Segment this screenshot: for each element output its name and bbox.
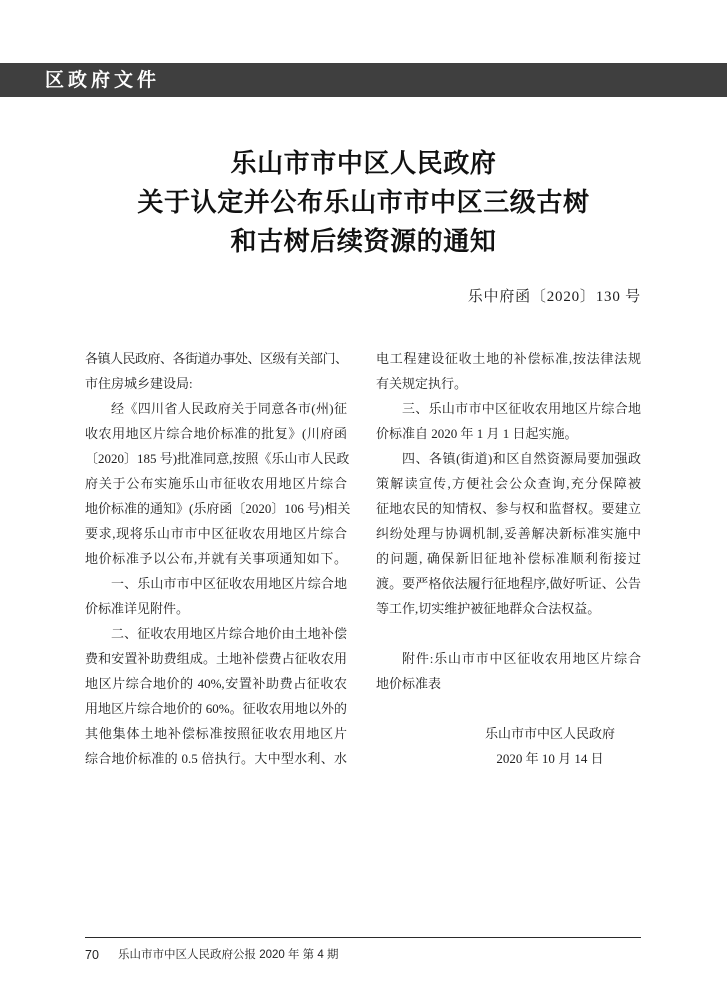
body-text-line: 四、各镇(街道)和区自然资源局要加强政 bbox=[402, 450, 641, 466]
body-text-line: 有关规定执行。 bbox=[376, 375, 468, 391]
document-title-line: 乐山市市中区人民政府 bbox=[230, 149, 497, 178]
document-title-line: 和古树后续资源的通知 bbox=[230, 227, 497, 256]
document-number: 乐中府函〔2020〕130 号 bbox=[467, 289, 641, 305]
body-text-line: 市住房城乡建设局: bbox=[85, 375, 193, 391]
body-text-line: 综合地价标准的 0.5 倍执行。大中型水利、水 bbox=[85, 751, 347, 767]
footer-publication: 乐山市市中区人民政府公报 2020 年 第 4 期 bbox=[118, 949, 339, 961]
body-text-line: 渡。要严格依法履行征地程序,做好听证、公告 bbox=[376, 575, 641, 591]
body-text-line: 电工程建设征收土地的补偿标准,按法律法规 bbox=[376, 350, 641, 366]
body-text-line: 价标准详见附件。 bbox=[85, 600, 190, 616]
body-text-line: 府关于公布实施乐山市征收农用地区片综合 bbox=[85, 475, 347, 491]
body-text-line: 地价标准予以公布,并就有关事项通知如下。 bbox=[85, 550, 347, 566]
blank-line bbox=[376, 696, 641, 721]
body-column-left bbox=[85, 346, 351, 772]
blank-line bbox=[376, 621, 641, 646]
signature-date: 2020 年 10 月 14 日 bbox=[496, 751, 604, 767]
signature-issuer: 乐山市市中区人民政府 bbox=[484, 726, 615, 742]
body-text-line: 策解读宣传,方便社会公众查询,充分保障被 bbox=[376, 475, 641, 491]
body-text-line: 三、乐山市市中区征收农用地区片综合地 bbox=[402, 400, 641, 416]
body-text-line: 各镇人民政府、各街道办事处、区级有关部门、 bbox=[85, 350, 348, 366]
body-text-line: 收农用地区片综合地价标准的批复》(川府函 bbox=[85, 425, 347, 441]
page-number: 70 bbox=[85, 948, 99, 962]
body-text-line: 〔2020〕185 号)批准同意,按照《乐山市人民政 bbox=[85, 450, 350, 466]
section-header-label: 区政府文件 bbox=[45, 69, 161, 91]
body-text-line: 用地区片综合地价的 60%。征收农用地以外的 bbox=[85, 701, 347, 717]
document-title bbox=[0, 144, 727, 261]
body-text-line: 费和安置补助费组成。土地补偿费占征收农用 bbox=[85, 651, 347, 667]
attachment-line: 附件:乐山市市中区征收农用地区片综合 bbox=[402, 651, 641, 667]
body-column-right bbox=[376, 346, 641, 772]
body-text-line: 等工作,切实维护被征地群众合法权益。 bbox=[376, 600, 601, 616]
body-text-line: 其他集体土地补偿标准按照征收农用地区片 bbox=[85, 726, 347, 742]
body-text-line: 价标准自 2020 年 1 月 1 日起实施。 bbox=[376, 425, 578, 441]
body-text-line: 一、乐山市市中区征收农用地区片综合地 bbox=[111, 575, 347, 591]
body-text-line: 地区片综合地价的 40%,安置补助费占征收农 bbox=[85, 676, 347, 692]
body-text-line: 征地农民的知情权、参与权和监督权。要建立 bbox=[376, 500, 641, 516]
attachment-line: 地价标准表 bbox=[376, 676, 442, 692]
body-text-line: 二、征收农用地区片综合地价由土地补偿 bbox=[111, 626, 347, 642]
body-text-line: 经《四川省人民政府关于同意各市(州)征 bbox=[111, 400, 347, 416]
footer-rule bbox=[85, 937, 641, 938]
body-text-line: 纠纷处理与协调机制,妥善解决新标准实施中 bbox=[376, 525, 641, 541]
body-text-line: 的问题, 确保新旧征地补偿标准顺利衔接过 bbox=[376, 550, 641, 566]
body-text-line: 要求,现将乐山市市中区征收农用地区片综合 bbox=[85, 525, 347, 541]
section-header-bar bbox=[0, 63, 727, 97]
document-title-line: 关于认定并公布乐山市市中区三级古树 bbox=[137, 188, 590, 217]
body-text-line: 地价标准的通知》(乐府函〔2020〕106 号)相关 bbox=[85, 500, 351, 516]
